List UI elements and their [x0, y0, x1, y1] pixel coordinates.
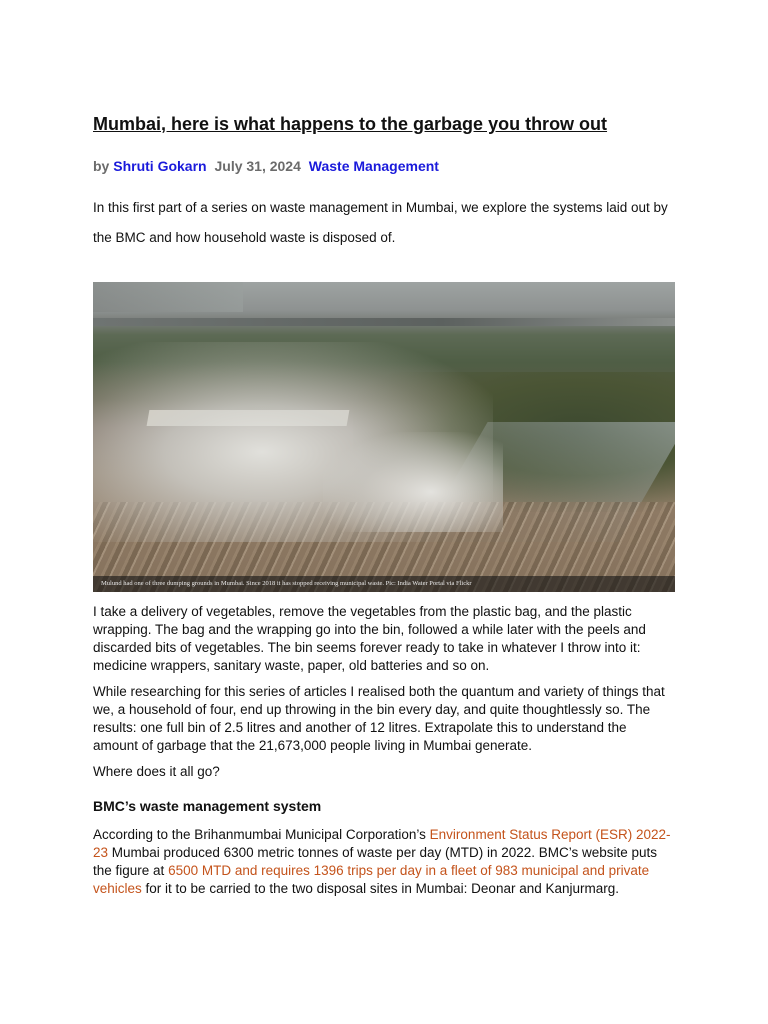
dumping-ground-image [93, 282, 675, 592]
byline [93, 157, 439, 175]
photo-bridge [93, 318, 675, 326]
paragraph: While researching for this series of articles I realised both the quantum and variety of things that we, a household of four, end up throwing in the bin every day, and quite thoughtlessly so. The results: one full bin of 2.5 litres and another of 12 litres. Extrapolate this to understand the amount of garbage that the 21,673,000 people living in Mumbai generate. [93, 684, 665, 753]
paragraph-with-links [93, 826, 675, 898]
photo-smoke-plume [323, 432, 503, 532]
article-title[interactable]: Mumbai, here is what happens to the garbage you throw out [93, 114, 608, 134]
category-link[interactable]: Waste Management [308, 158, 439, 174]
paragraph: Where does it all go? [93, 764, 220, 779]
text-segment: Mumbai produced 6300 metric tonnes of waste per day (MTD) in 2022. BMC’s website puts the figure at [93, 845, 658, 878]
article-photo [93, 282, 675, 592]
article-intro: In this first part of a series on waste management in Mumbai, we explore the systems laid out by the BMC and how household waste is disposed of. [93, 200, 668, 245]
byline-by: by [93, 158, 110, 174]
photo-skyline [93, 282, 243, 312]
section-heading: BMC’s waste management system [93, 798, 322, 814]
image-caption: Mulund had one of three dumping grounds in Mumbai. Since 2018 it has stopped receiving municipal waste. Pic: India Water Portal via Flickr [93, 576, 675, 592]
esr-report-link[interactable]: Environment Status Report (ESR) 2022-23 [93, 827, 671, 860]
publish-date: July 31, 2024 [214, 158, 301, 174]
paragraph: I take a delivery of vegetables, remove the vegetables from the plastic bag, and the plastic wrapping. The bag and the wrapping go into the bin, followed a while later with the peels and discarded bits of vegetables. The bin seems forever ready to take in whatever I throw into it: medicine wrappers, sanitary waste, paper, old batteries and so on. [93, 604, 646, 673]
text-segment: According to the Brihanmumbai Municipal Corporation’s [93, 827, 430, 842]
article-body [93, 603, 675, 906]
author-link[interactable]: Shruti Gokarn [113, 158, 207, 174]
bmc-website-link[interactable]: 6500 MTD and requires 1396 trips per day in a fleet of 983 municipal and private vehicles [93, 863, 650, 896]
text-segment: for it to be carried to the two disposal sites in Mumbai: Deonar and Kanjurmarg. [141, 881, 620, 896]
